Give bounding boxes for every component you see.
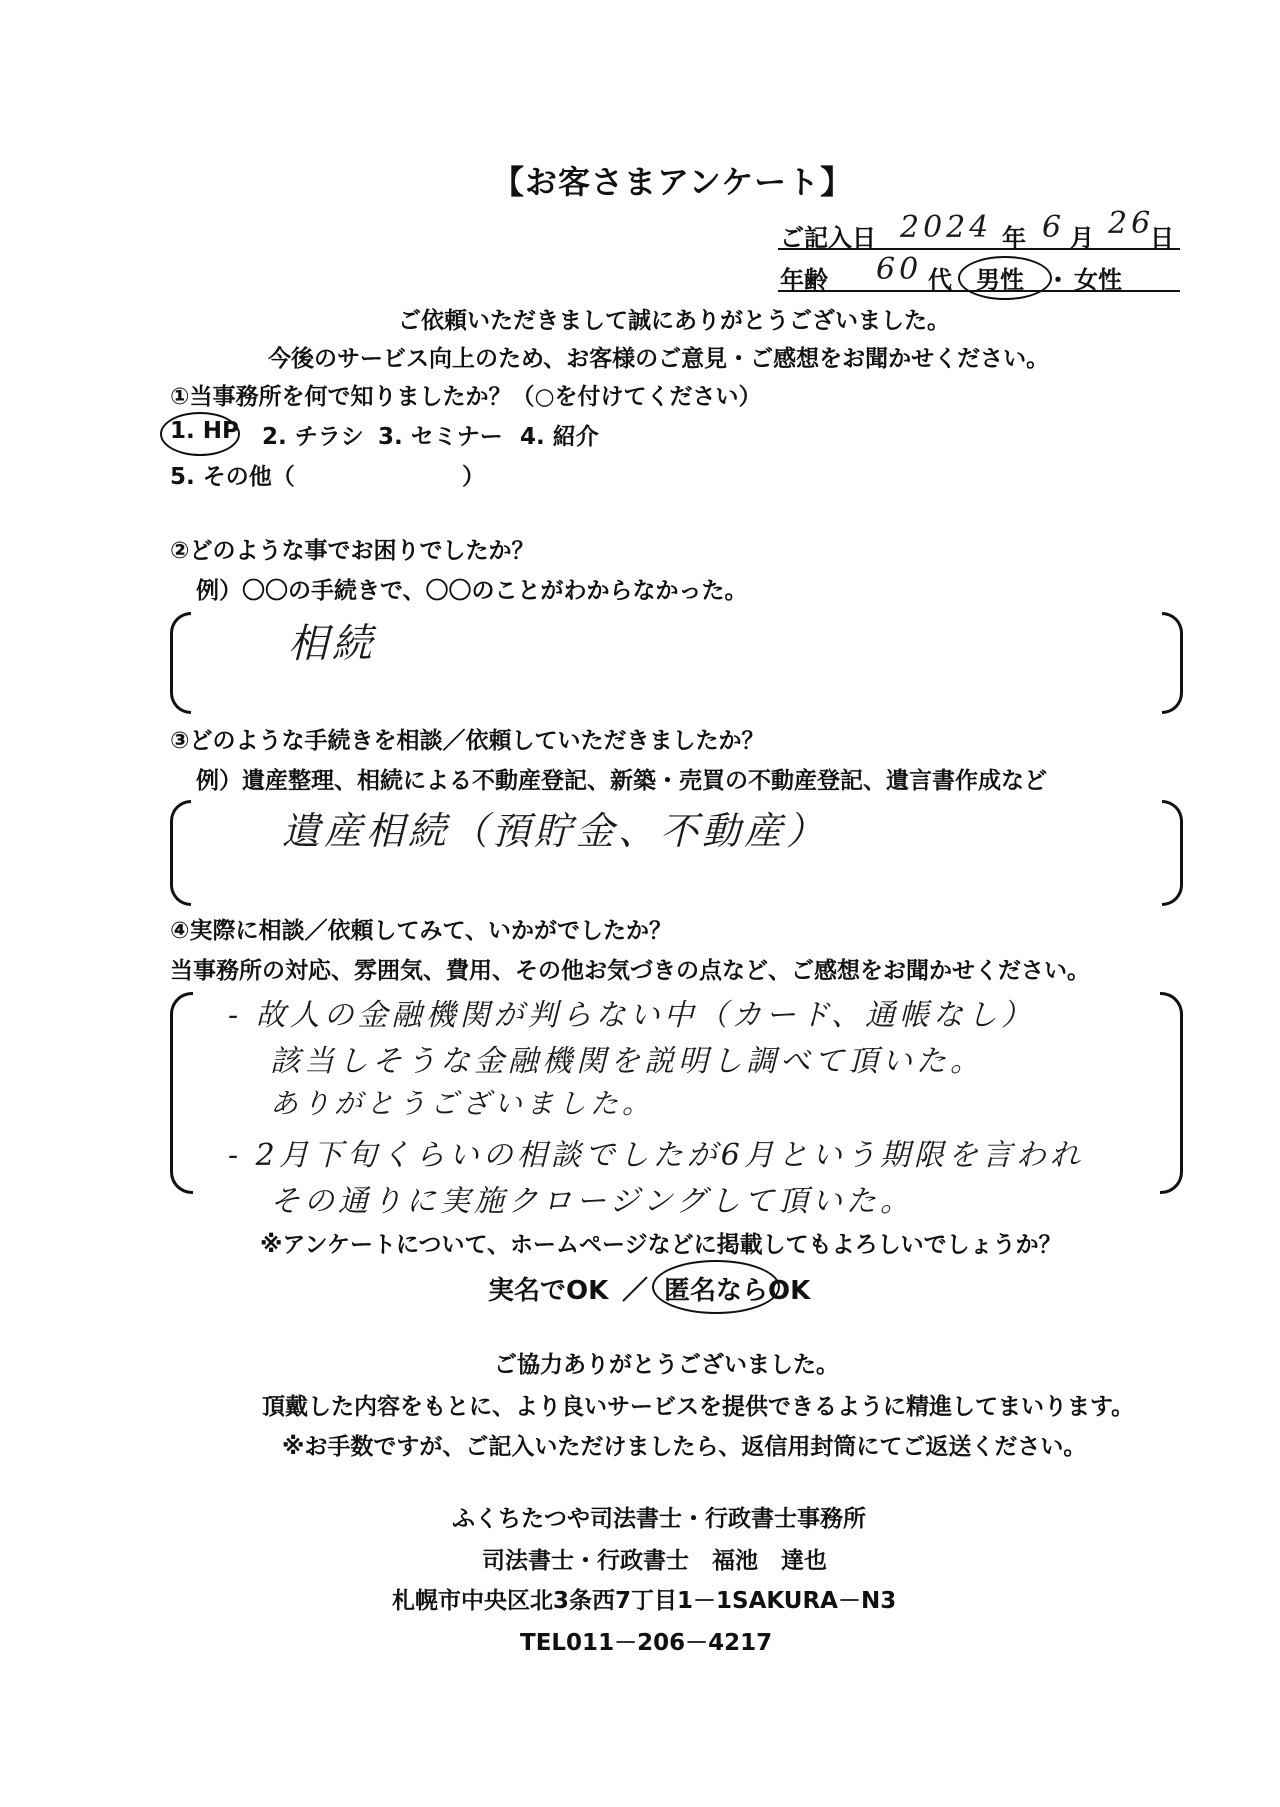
q4-answer-line: 該当しそうな金融機関を説明し調べて頂いた。 <box>270 1044 984 1079</box>
q1-option-flyer[interactable]: 2. チラシ <box>262 424 364 450</box>
q2-question: ②どのような事でお困りでしたか？ <box>170 538 535 564</box>
age-value[interactable]: 60 <box>876 252 923 287</box>
office-address: 札幌市中央区北3条西7丁目1－1SAKURA－N3 <box>392 1588 897 1614</box>
entry-date-label: ご記入日 <box>780 224 876 252</box>
office-tel: TEL011－206－4217 <box>520 1630 773 1656</box>
q2-answer-bracket-right <box>1162 612 1183 714</box>
q4-answer-line: - 故人の金融機関が判らない中（カード、通帳なし） <box>228 998 1035 1033</box>
q4-question: ④実際に相談／依頼してみて、いかがでしたか？ <box>170 918 673 944</box>
page-title: 【お客さまアンケート】 <box>492 163 854 201</box>
entry-month-unit: 月 <box>1070 224 1094 252</box>
age-underline <box>778 290 1180 292</box>
q1-option-hp[interactable]: 1. HP <box>170 418 239 444</box>
entry-year[interactable]: 2024 <box>900 210 993 245</box>
q4-subtext: 当事務所の対応、雰囲気、費用、その他お気づきの点など、ご感想をお聞かせください。 <box>170 958 1090 984</box>
gender-male-option[interactable]: 男性 <box>976 266 1024 294</box>
q1-question: ①当事務所を何で知りましたか？（○を付けてください） <box>170 384 762 410</box>
office-name: ふくちたつや司法書士・行政書士事務所 <box>452 1506 866 1532</box>
publish-question: ※アンケートについて、ホームページなどに掲載してもよろしいでしょうか？ <box>260 1232 1062 1258</box>
q4-answer-line: その通りに実施クロージングして頂いた。 <box>270 1184 915 1219</box>
q1-option-seminar[interactable]: 3. セミナー <box>378 424 503 450</box>
q2-answer-bracket-left <box>170 612 191 714</box>
closing-line-2: 頂戴した内容をもとに、より良いサービスを提供できるように精進してまいります。 <box>262 1394 1135 1420</box>
q1-option-other-close: ） <box>462 464 485 490</box>
q4-answer-bracket-left <box>170 992 193 1194</box>
q3-answer[interactable]: 遺産相続（預貯金、不動産） <box>282 809 829 853</box>
publish-separator: ／ <box>622 1276 649 1306</box>
q2-answer[interactable]: 相続 <box>288 621 376 667</box>
age-label: 年齢 <box>780 266 828 294</box>
entry-day-unit: 日 <box>1150 224 1174 252</box>
publish-option-anonymous[interactable]: 匿名ならOK <box>664 1276 811 1306</box>
closing-line-1: ご協力ありがとうございました。 <box>494 1352 839 1378</box>
intro-line-1: ご依頼いただきまして誠にありがとうございました。 <box>398 308 950 334</box>
office-person: 司法書士・行政書士 福池 達也 <box>482 1548 827 1574</box>
q3-question: ③どのような手続きを相談／依頼していただきましたか？ <box>170 728 765 754</box>
entry-month[interactable]: 6 <box>1042 210 1066 245</box>
q3-answer-bracket-left <box>170 800 191 906</box>
q1-option-other[interactable]: 5. その他（ <box>170 464 295 490</box>
publish-option-realname[interactable]: 実名でOK <box>488 1276 609 1306</box>
entry-day[interactable]: 26 <box>1108 206 1155 241</box>
entry-year-unit: 年 <box>1002 224 1026 252</box>
q3-answer-bracket-right <box>1162 800 1183 906</box>
closing-line-3: ※お手数ですが、ご記入いただけましたら、返信用封筒にてご返送ください。 <box>282 1434 1087 1460</box>
q4-answer-bracket-right <box>1160 992 1183 1194</box>
intro-line-2: 今後のサービス向上のため、お客様のご意見・ご感想をお聞かせください。 <box>268 346 1050 372</box>
q2-example: 例）〇〇の手続きで、〇〇のことがわからなかった。 <box>196 578 748 604</box>
q1-option-referral[interactable]: 4. 紹介 <box>520 424 599 450</box>
q4-answer-line: ありがとうございました。 <box>270 1087 655 1120</box>
q4-answer-line: - 2月下旬くらいの相談でしたが6月という期限を言われ <box>228 1138 1084 1173</box>
gender-female-option[interactable]: 女性 <box>1074 266 1122 294</box>
age-unit: 代 <box>928 266 952 294</box>
q3-example: 例）遺産整理、相続による不動産登記、新築・売買の不動産登記、遺言書作成など <box>196 768 1047 794</box>
entry-date-underline <box>778 248 1180 250</box>
gender-separator: ・ <box>1046 266 1070 294</box>
